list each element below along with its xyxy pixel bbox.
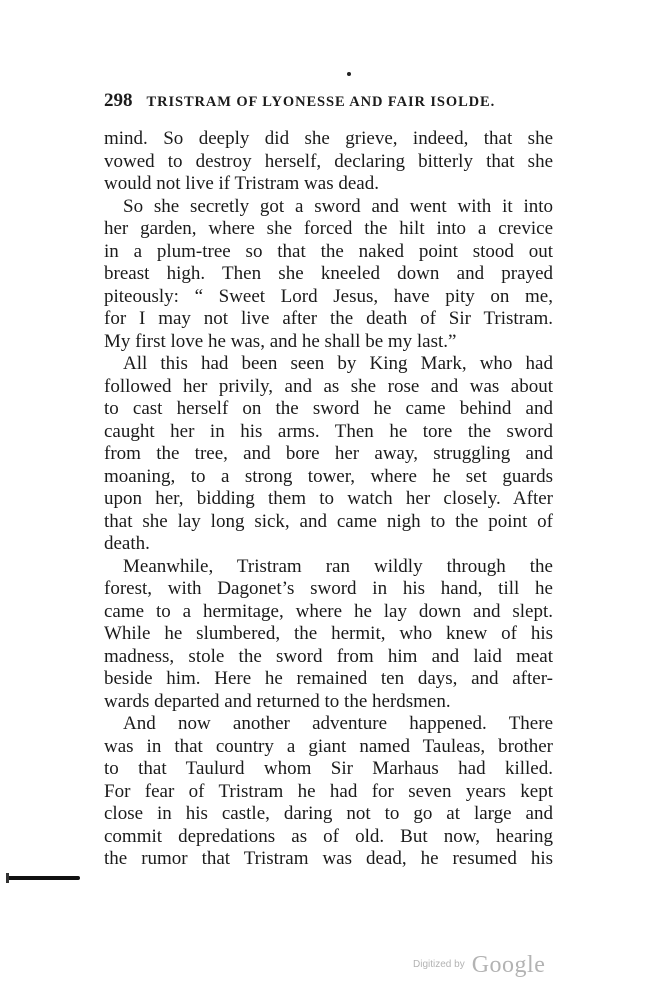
text-line: came to a hermitage, where he lay down and slept. <box>104 600 553 622</box>
body-text <box>104 128 553 871</box>
text-line: My first love he was, and he shall be my last.” <box>104 330 457 352</box>
text-line: death. <box>104 533 150 554</box>
text-line: beside him. Here he remained ten days, and after- <box>104 668 553 689</box>
text-line: followed her privily, and as she rose and was about <box>104 375 553 397</box>
text-line: to that Taulurd whom Sir Marhaus had killed. <box>104 758 553 779</box>
text-line: While he slumbered, the hermit, who knew of his <box>104 623 553 644</box>
text-line: to cast herself on the sword he came behind and <box>104 398 553 419</box>
google-logo: Google <box>471 952 546 978</box>
running-header <box>104 89 564 113</box>
text-line: would not live if Tristram was dead. <box>104 173 379 194</box>
text-line: Meanwhile, Tristram ran wildly through the <box>123 555 553 577</box>
text-line: the rumor that Tristram was dead, he resumed his <box>104 848 553 869</box>
digitization-watermark <box>413 952 553 978</box>
text-line: breast high. Then she kneeled down and prayed <box>104 263 553 284</box>
text-line: vowed to destroy herself, declaring bitterly that she <box>104 150 553 172</box>
text-line: close in his castle, daring not to go at large and <box>104 803 553 824</box>
text-line: that she lay long sick, and came nigh to the point of <box>104 510 553 532</box>
running-title: TRISTRAM OF LYONESSE AND FAIR ISOLDE. <box>146 94 496 110</box>
text-line: madness, stole the sword from him and laid meat <box>104 645 553 667</box>
text-line: moaning, to a strong tower, where he set guards <box>104 465 553 487</box>
text-line: upon her, bidding them to watch her closely. After <box>104 488 553 509</box>
text-line: for I may not live after the death of Sir Tristram. <box>104 308 553 329</box>
watermark-prefix: Digitized by <box>413 959 465 970</box>
stray-ink-dot <box>347 72 351 76</box>
text-line: wards departed and returned to the herdsmen. <box>104 690 451 712</box>
text-line: And now another adventure happened. There <box>123 713 553 734</box>
text-line: So she secretly got a sword and went with it into <box>123 195 553 217</box>
text-line: mind. So deeply did she grieve, indeed, that she <box>104 128 553 149</box>
text-line: All this had been seen by King Mark, who had <box>123 353 553 374</box>
margin-ink-mark <box>6 876 80 880</box>
text-line: piteously: “ Sweet Lord Jesus, have pity on me, <box>104 285 553 307</box>
text-line: in a plum-tree so that the naked point stood out <box>104 240 553 262</box>
text-line: was in that country a giant named Tauleas, brother <box>104 735 553 757</box>
text-line: caught her in his arms. Then he tore the sword <box>104 420 553 442</box>
text-line: commit depredations as of old. But now, hearing <box>104 825 553 847</box>
text-line: forest, with Dagonet’s sword in his hand, till he <box>104 578 553 599</box>
text-line: from the tree, and bore her away, struggling and <box>104 443 553 464</box>
page-number: 298 <box>104 90 133 111</box>
text-line: her garden, where she forced the hilt into a crevice <box>104 218 553 239</box>
text-line: For fear of Tristram he had for seven years kept <box>104 780 553 802</box>
